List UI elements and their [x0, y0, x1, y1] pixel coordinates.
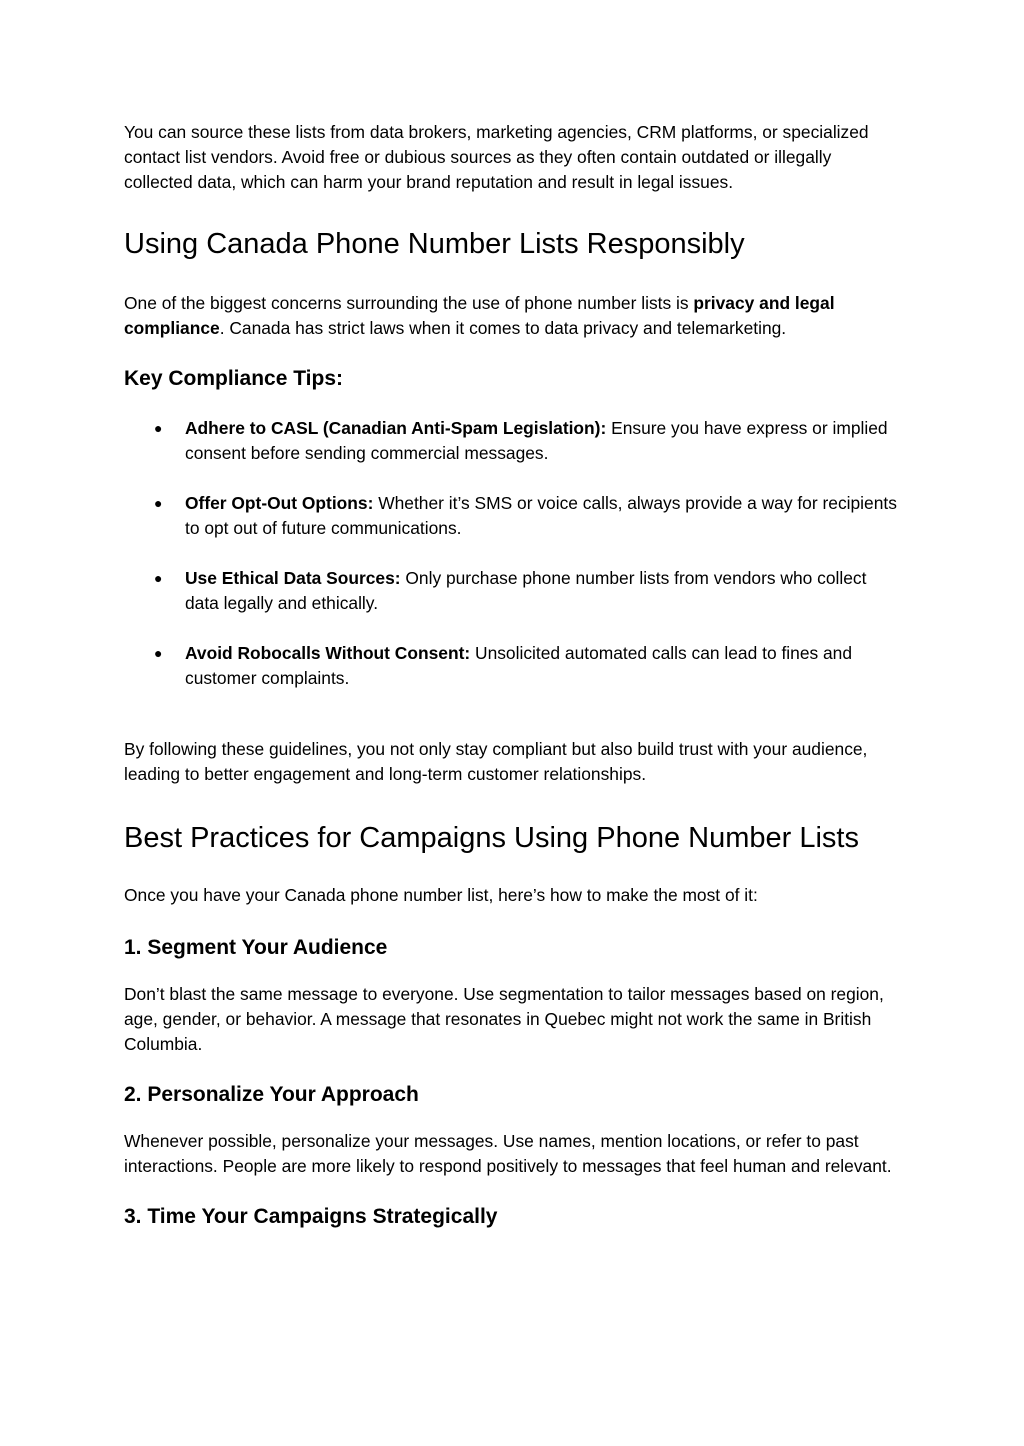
- tip-title: Offer Opt-Out Options:: [185, 493, 374, 513]
- list-item: [124, 566, 904, 616]
- tip-title: Use Ethical Data Sources:: [185, 568, 401, 588]
- tip-title: Adhere to CASL (Canadian Anti-Spam Legislation):: [185, 418, 607, 438]
- bullet-icon: ●: [154, 495, 163, 511]
- bullet-icon: ●: [154, 570, 163, 586]
- intro-paragraph: You can source these lists from data brokers, marketing agencies, CRM platforms, or specialized contact list vendors. Avoid free or dubious sources as they often contain outdated or illegally collected data, which can harm your brand reputation and result in legal issues.: [124, 122, 869, 192]
- privacy-text-start: One of the biggest concerns surrounding the use of phone number lists is: [124, 293, 694, 313]
- personalize-paragraph: Whenever possible, personalize your messages. Use names, mention locations, or refer to past interactions. People are more likely to respond positively to messages that feel human and relevant.: [124, 1131, 892, 1176]
- subheading-personalize: 2. Personalize Your Approach: [124, 1083, 419, 1106]
- subheading-segment: 1. Segment Your Audience: [124, 936, 388, 959]
- tip-text: Only purchase phone number lists from vendors who collect data legally and ethically.: [185, 568, 867, 613]
- tip-text: Whether it’s SMS or voice calls, always provide a way for recipients to opt out of future communications.: [185, 493, 897, 538]
- privacy-paragraph: [124, 291, 904, 341]
- bullet-icon: ●: [154, 645, 163, 661]
- list-item: [124, 416, 904, 466]
- list-item: [124, 641, 904, 691]
- tip-text: Unsolicited automated calls can lead to fines and customer complaints.: [185, 643, 853, 688]
- document-page: [124, 120, 904, 1231]
- privacy-bold-phrase: privacy and legal compliance: [124, 293, 835, 338]
- compliance-tips-list: [124, 416, 904, 691]
- tip-text: Ensure you have express or implied consent before sending commercial messages.: [185, 418, 888, 463]
- tips-heading: Key Compliance Tips:: [124, 367, 344, 390]
- list-item: [124, 491, 904, 541]
- section-heading-responsibly: Using Canada Phone Number Lists Responsibly: [124, 228, 745, 260]
- best-practices-intro: Once you have your Canada phone number list, here’s how to make the most of it:: [124, 885, 758, 905]
- segment-paragraph: Don’t blast the same message to everyone. Use segmentation to tailor messages based on region, age, gender, or behavior. A message that resonates in Quebec might not work the same in British Columbia.: [124, 984, 884, 1054]
- section-heading-best-practices: Best Practices for Campaigns Using Phone Number Lists: [124, 822, 859, 854]
- tip-title: Avoid Robocalls Without Consent:: [185, 643, 471, 663]
- subheading-time: 3. Time Your Campaigns Strategically: [124, 1205, 498, 1228]
- privacy-text-end: . Canada has strict laws when it comes to data privacy and telemarketing.: [219, 318, 787, 338]
- closing-paragraph: By following these guidelines, you not only stay compliant but also build trust with your audience, leading to better engagement and long-term customer relationships.: [124, 739, 868, 784]
- bullet-icon: ●: [154, 420, 163, 436]
